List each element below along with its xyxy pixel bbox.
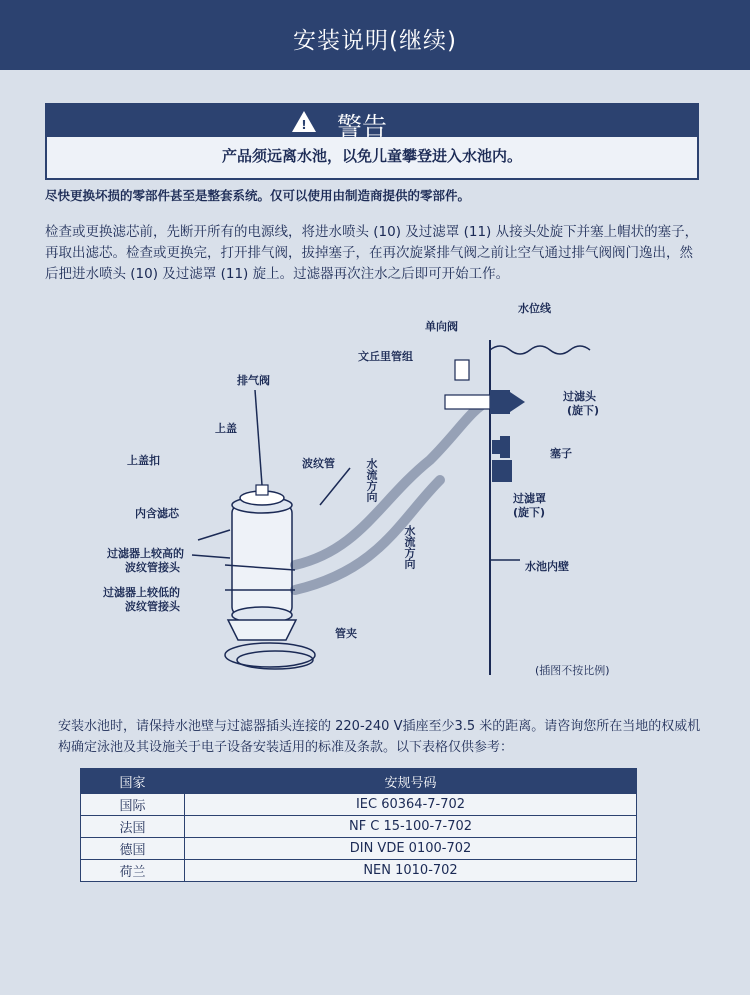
column-header-country: 国家 — [81, 769, 185, 794]
air-valve-label: 排气阀 — [237, 374, 270, 387]
cartridge-label: 内含滤芯 — [135, 507, 179, 520]
pool-wall-label: 水池内壁 — [525, 560, 569, 573]
standards-table — [80, 768, 637, 882]
country-cell: 德国 — [81, 838, 185, 860]
lid-label: 上盖 — [215, 422, 237, 435]
table-row — [81, 794, 637, 816]
lower-connector-label-2: 波纹管接头 — [125, 600, 180, 613]
country-cell: 国际 — [81, 794, 185, 816]
filter-diagram — [80, 300, 640, 700]
upper-connector-label: 过滤器上较高的 — [107, 547, 184, 560]
venturi-label: 文丘里管组 — [358, 350, 413, 363]
warning-text: 产品须远离水池，以免儿童攀登进入水池内。 — [221, 147, 522, 165]
country-cell: 荷兰 — [81, 860, 185, 882]
table-row — [81, 816, 637, 838]
install-note: 安装水池时，请保持水池壁与过滤器插头连接的 220-240 V插座至少3.5 米的距离。请咨询您所在当地的权威机构确定泳池及其设施关于电子设备安装适用的标准及条款。以下表格仅供参考： — [58, 719, 701, 755]
check-valve-label: 单向阀 — [425, 320, 458, 333]
lid-clamp-label: 上盖扣 — [127, 454, 160, 467]
table-row — [81, 838, 637, 860]
strainer-label: 过滤罩 — [513, 492, 546, 505]
table-header-row — [81, 769, 637, 794]
hose-label: 波纹管 — [302, 457, 335, 470]
water-flow-label-2: 水流方向 — [403, 525, 416, 569]
table-row — [81, 860, 637, 882]
exclamation-icon: ! — [301, 118, 307, 132]
lower-connector-label: 过滤器上较低的 — [103, 586, 180, 599]
plug-label: 塞子 — [550, 447, 572, 460]
standard-cell: IEC 60364-7-702 — [185, 794, 637, 816]
upper-connector-label-2: 波纹管接头 — [125, 561, 180, 574]
standard-cell: NEN 1010-702 — [185, 860, 637, 882]
standard-cell: NF C 15-100-7-702 — [185, 816, 637, 838]
nozzle-label: 过滤头 — [563, 390, 596, 403]
page-title: 安装说明(继续) — [293, 28, 457, 54]
standard-cell: DIN VDE 0100-702 — [185, 838, 637, 860]
country-cell: 法国 — [81, 816, 185, 838]
page-header — [0, 0, 750, 70]
hose-clamp-label: 管夹 — [335, 627, 357, 640]
warning-box — [45, 103, 699, 180]
parts-note: 尽快更换坏损的零部件甚至是整套系统。仅可以使用由制造商提供的零部件。 — [45, 188, 471, 203]
warning-title: 警告 — [337, 112, 388, 141]
water-level-label: 水位线 — [518, 302, 551, 315]
water-flow-label-1: 水流方向 — [365, 458, 378, 502]
nozzle-sub-label: (旋下) — [567, 404, 600, 417]
column-header-standard: 安规号码 — [185, 769, 637, 794]
scale-note-label: (插图不按比例) — [535, 664, 610, 677]
warning-bar — [47, 105, 697, 141]
strainer-sub-label: (旋下) — [513, 506, 546, 519]
replace-instructions: 检查或更换滤芯前，先断开所有的电源线，将进水喷头 (10) 及过滤罩 (11) 从接头处旋下并塞上帽状的塞子，再取出滤芯。检查或更换完，打开排气阀，拔掉塞子，在再次旋紧排气阀之前让空气通过排气阀阀门逸出，然后把进水喷头 (10) 及过滤罩 (11) 旋上。过滤器再次注水之后即可开始工作。 — [45, 224, 699, 282]
